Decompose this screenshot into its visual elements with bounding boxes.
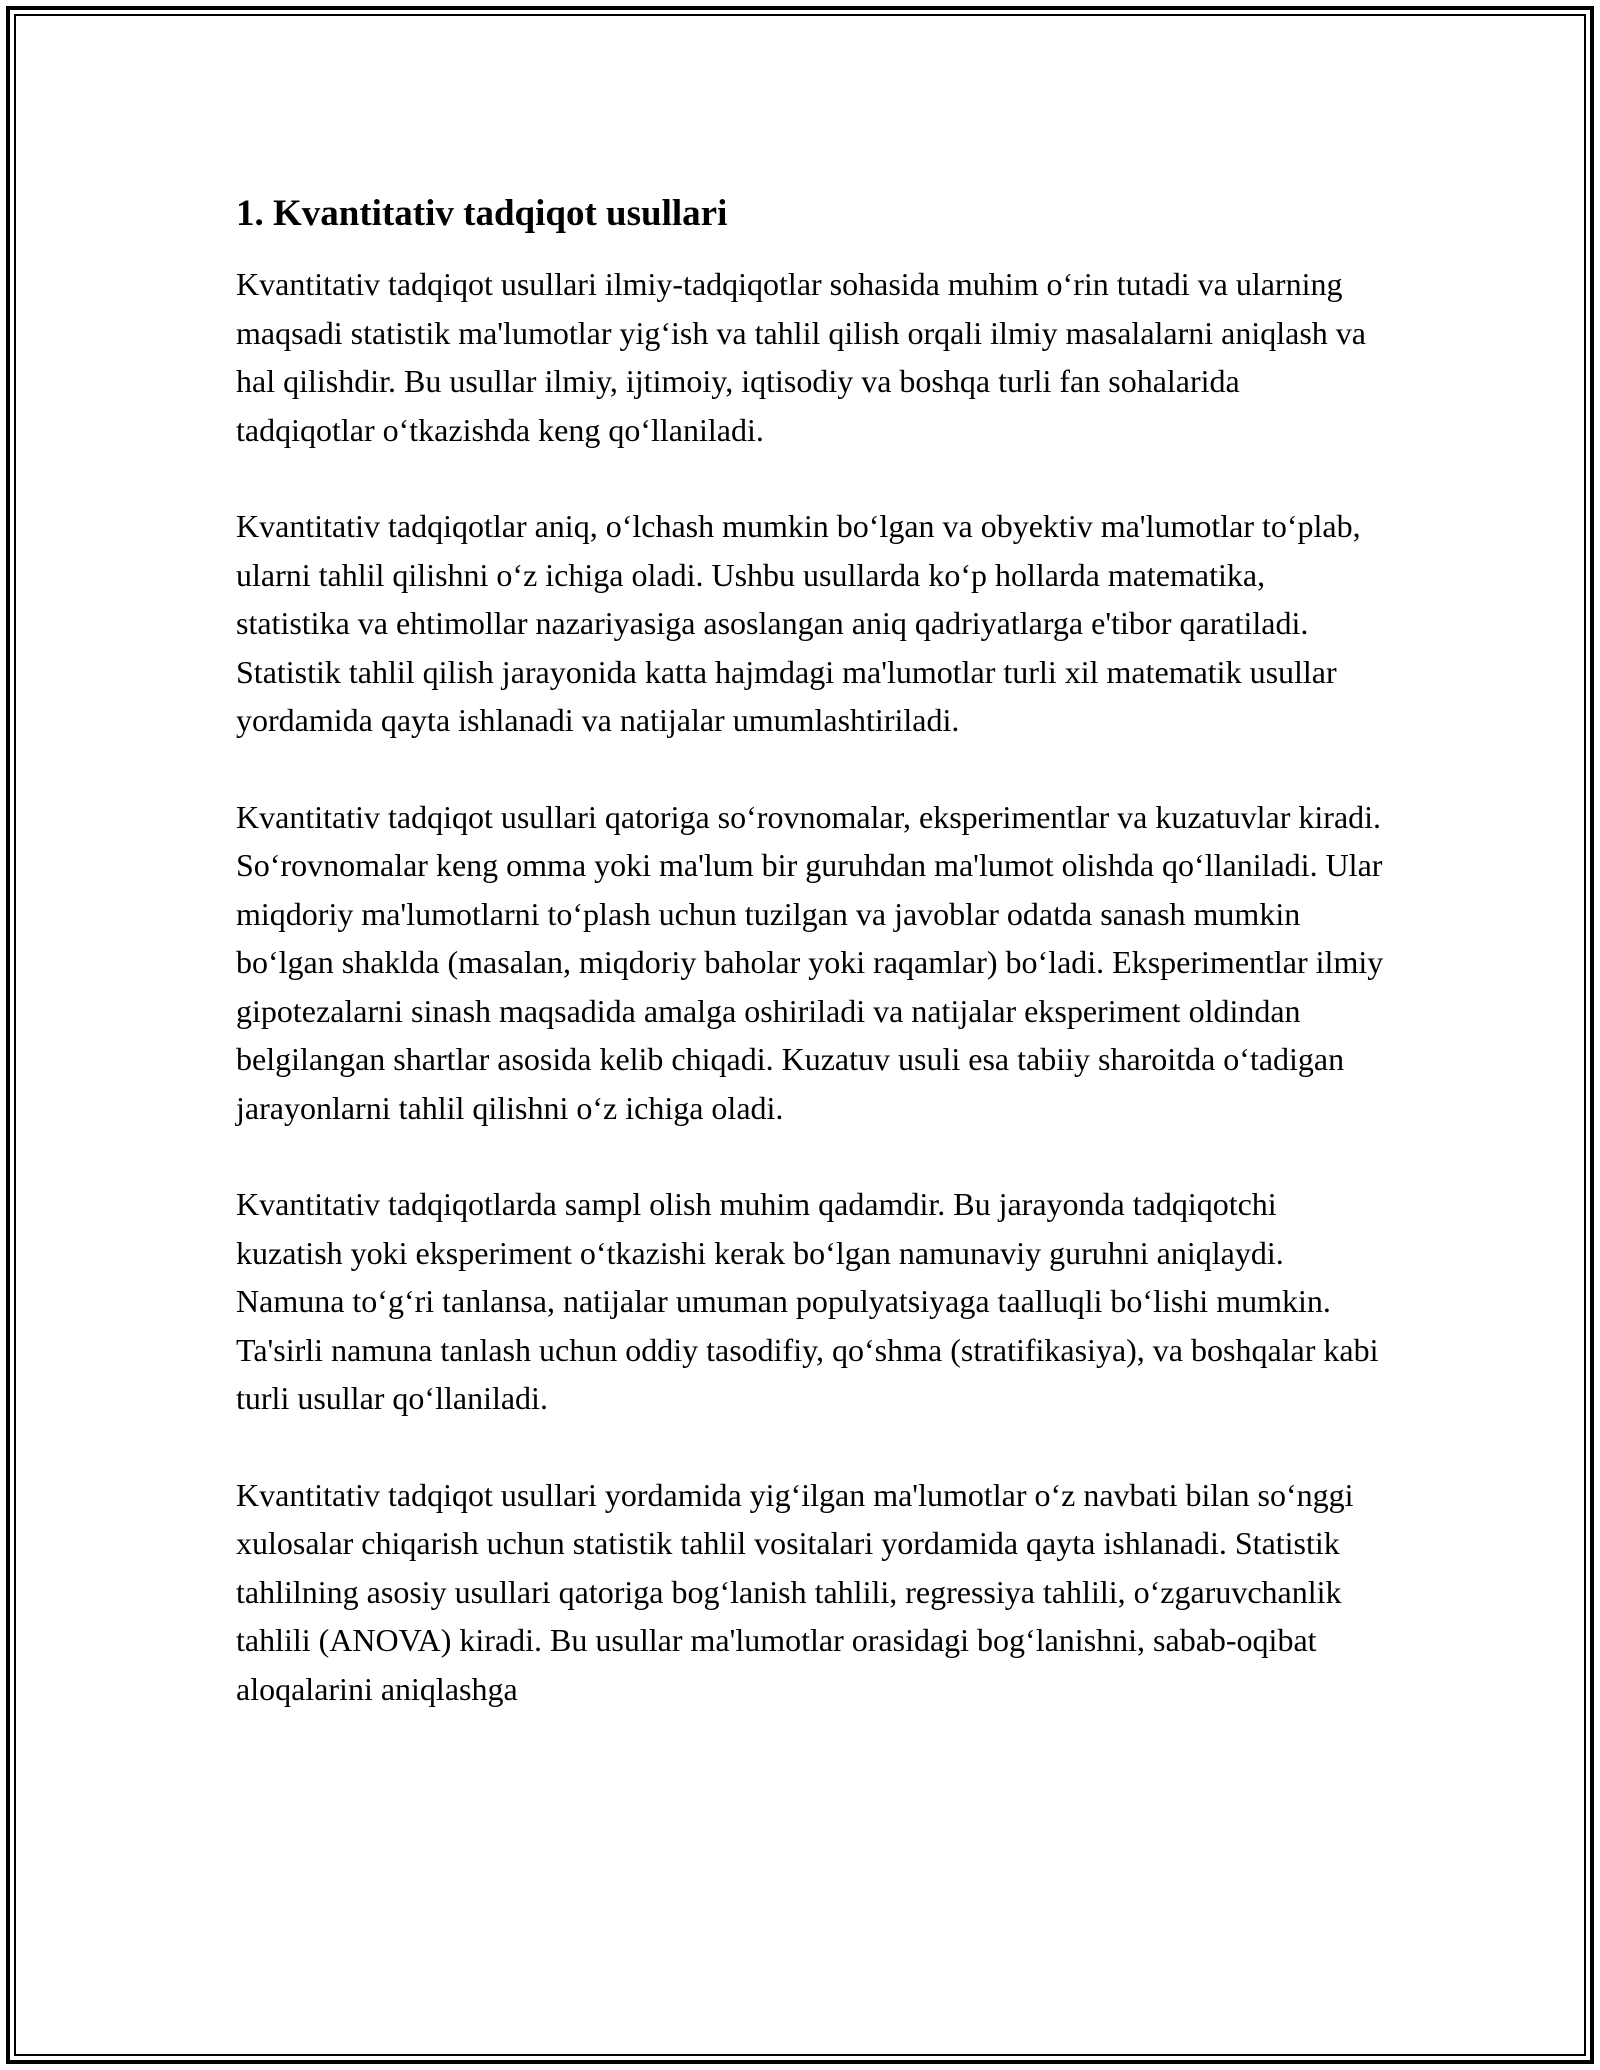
document-body: [236, 188, 1386, 1713]
paragraph-2: Kvantitativ tadqiqotlar aniq, o‘lchash mumkin bo‘lgan va obyektiv ma'lumotlar to‘plab, ularni tahlil qilishni o‘z ichiga oladi. Ushbu usullarda ko‘p hollarda matematika, statistika va ehtimollar nazariyasiga asoslangan aniq qadriyatlarga e'tibor qaratiladi. Statistik tahlil qilish jarayonida katta hajmdagi ma'lumotlar turli xil matematik usullar yordamida qayta ishlanadi va natijalar umumlashtiriladi.: [236, 508, 1361, 738]
paragraph-5: Kvantitativ tadqiqot usullari yordamida yig‘ilgan ma'lumotlar o‘z navbati bilan so‘nggi xulosalar chiqarish uchun statistik tahlil vositalari yordamida qayta ishlanadi. Statistik tahlilning asosiy usullari qatoriga bog‘lanish tahlili, regressiya tahlili, o‘zgaruvchanlik tahlili (ANOVA) kiradi. Bu usullar ma'lumotlar orasidagi bog‘lanishni, sabab-oqibat aloqalarini aniqlashga: [236, 1476, 1354, 1707]
paragraph-4: Kvantitativ tadqiqotlarda sampl olish muhim qadamdir. Bu jarayonda tadqiqotchi kuzatish yoki eksperiment o‘tkazishi kerak bo‘lgan namunaviy guruhni aniqlaydi. Namuna to‘g‘ri tanlansa, natijalar umuman populyatsiyaga taalluqli bo‘lishi mumkin. Ta'sirli namuna tanlash uchun oddiy tasodifiy, qo‘shma (stratifikasiya), va boshqalar kabi turli usullar qo‘llaniladi.: [236, 1186, 1379, 1416]
paragraph-3: Kvantitativ tadqiqot usullari qatoriga so‘rovnomalar, eksperimentlar va kuzatuvlar kiradi. So‘rovnomalar keng omma yoki ma'lum bir guruhdan ma'lumot olishda qo‘llaniladi. Ular miqdoriy ma'lumotlarni to‘plash uchun tuzilgan va javoblar odatda sanash mumkin bo‘lgan shaklda (masalan, miqdoriy baholar yoki raqamlar) bo‘ladi. Eksperimentlar ilmiy gipotezalarni sinash maqsadida amalga oshiriladi va natijalar eksperiment oldindan belgilangan shartlar asosida kelib chiqadi. Kuzatuv usuli esa tabiiy sharoitda o‘tadigan jarayonlarni tahlil qilishni o‘z ichiga oladi.: [236, 798, 1384, 1126]
paragraph-1: Kvantitativ tadqiqot usullari ilmiy-tadqiqotlar sohasida muhim o‘rin tutadi va ularning maqsadi statistik ma'lumotlar yig‘ish va tahlil qilish orqali ilmiy masalalarni aniqlash va hal qilishdir. Bu usullar ilmiy, ijtimoiy, iqtisodiy va boshqa turli fan sohalarida tadqiqotlar o‘tkazishda keng qo‘llaniladi.: [236, 266, 1366, 448]
section-heading: 1. Kvantitativ tadqiqot usullari: [236, 193, 728, 234]
